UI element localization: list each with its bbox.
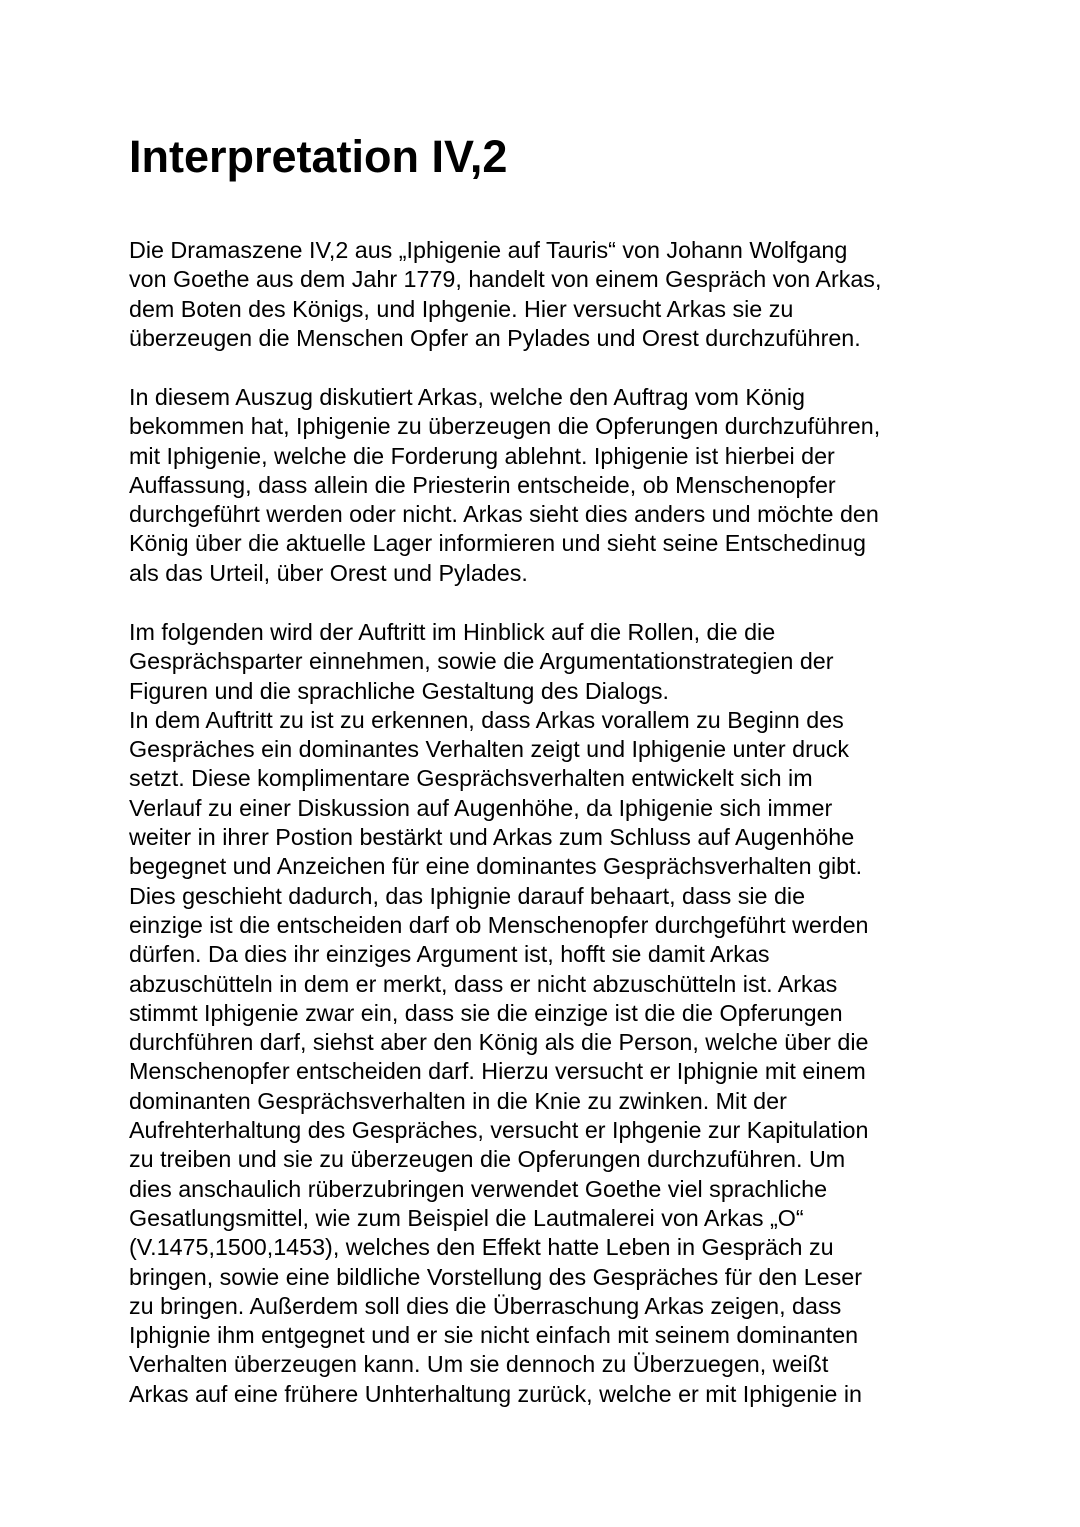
text-line: Die Dramaszene IV,2 aus „Iphigenie auf Tauris“ von Johann Wolfgang bbox=[129, 237, 848, 263]
text-line: bekommen hat, Iphigenie zu überzeugen die Opferungen durchzuführen, bbox=[129, 413, 881, 440]
text-line: (V.1475,1500,1453), welches den Effekt hatte Leben in Gespräch zu bbox=[129, 1234, 834, 1261]
paragraph-analysis bbox=[129, 618, 869, 1409]
text-line: zu treiben und sie zu überzeugen die Opferungen durchzuführen. Um bbox=[129, 1146, 846, 1173]
text-line: abzuschütteln in dem er merkt, dass er nicht abzuschütteln ist. Arkas bbox=[129, 970, 838, 997]
text-line: Arkas auf eine frühere Unhterhaltung zurück, welche er mit Iphigenie in bbox=[129, 1380, 862, 1407]
text-line: Menschenopfer entscheiden darf. Hierzu versucht er Iphignie mit einem bbox=[129, 1058, 866, 1085]
text-line: Auffassung, dass allein die Priesterin entscheide, ob Menschenopfer bbox=[129, 471, 836, 498]
text-line: einzige ist die entscheiden darf ob Menschenopfer durchgeführt werden bbox=[129, 911, 869, 938]
text-line: Gesprächsparter einnehmen, sowie die Argumentationstrategien der bbox=[129, 648, 834, 675]
text-line: durchführen darf, siehst aber den König als die Person, welche über die bbox=[129, 1029, 869, 1056]
text-line: In dem Auftritt zu ist zu erkennen, dass Arkas vorallem zu Beginn des bbox=[129, 706, 844, 733]
paragraph-summary bbox=[129, 383, 880, 588]
page-title: Interpretation IV,2 bbox=[129, 131, 508, 182]
text-line: als das Urteil, über Orest und Pylades. bbox=[129, 559, 528, 586]
text-line: Im folgenden wird der Auftritt im Hinblick auf die Rollen, die die bbox=[129, 619, 776, 645]
text-line: dürfen. Da dies ihr einziges Argument ist, hofft sie damit Arkas bbox=[129, 941, 770, 968]
text-line: Iphignie ihm entgegnet und er sie nicht einfach mit seinem dominanten bbox=[129, 1322, 859, 1349]
text-line: Verlauf zu einer Diskussion auf Augenhöhe, da Iphigenie sich immer bbox=[129, 794, 833, 821]
text-line: Aufrehterhaltung des Gespräches, versucht er Iphgenie zur Kapitulation bbox=[129, 1117, 869, 1144]
text-line: mit Iphigenie, welche die Forderung ablehnt. Iphigenie ist hierbei der bbox=[129, 442, 835, 469]
text-line: bringen, sowie eine bildliche Vorstellung des Gespräches für den Leser bbox=[129, 1263, 862, 1290]
text-line: begegnet und Anzeichen für eine dominantes Gesprächsverhalten gibt. bbox=[129, 853, 863, 880]
text-line: Dies geschieht dadurch, das Iphignie darauf behaart, dass sie die bbox=[129, 882, 806, 909]
text-line: dem Boten des Königs, und Iphgenie. Hier versucht Arkas sie zu bbox=[129, 295, 794, 322]
text-line: überzeugen die Menschen Opfer an Pylades und Orest durchzuführen. bbox=[129, 324, 861, 351]
text-line: In diesem Auszug diskutiert Arkas, welche den Auftrag vom König bbox=[129, 384, 805, 410]
text-line: König über die aktuelle Lager informieren und sieht seine Entschedinug bbox=[129, 530, 866, 557]
text-line: zu bringen. Außerdem soll dies die Überraschung Arkas zeigen, dass bbox=[129, 1292, 842, 1319]
text-line: stimmt Iphigenie zwar ein, dass sie die einzige ist die die Opferungen bbox=[129, 999, 843, 1026]
text-line: dies anschaulich rüberzubringen verwendet Goethe viel sprachliche bbox=[129, 1175, 828, 1202]
text-line: Verhalten überzeugen kann. Um sie dennoch zu Überzuegen, weißt bbox=[129, 1351, 829, 1378]
text-line: Gesatlungsmittel, wie zum Beispiel die Lautmalerei von Arkas „O“ bbox=[129, 1204, 804, 1231]
text-line: Gespräches ein dominantes Verhalten zeigt und Iphigenie unter druck bbox=[129, 736, 850, 763]
paragraph-introduction bbox=[129, 236, 881, 353]
text-line: setzt. Diese komplimentare Gesprächsverhalten entwickelt sich im bbox=[129, 765, 813, 792]
text-line: weiter in ihrer Postion bestärkt und Arkas zum Schluss auf Augenhöhe bbox=[129, 824, 855, 851]
text-line: Figuren und die sprachliche Gestaltung des Dialogs. bbox=[129, 677, 670, 704]
text-line: dominanten Gesprächsverhalten in die Knie zu zwinken. Mit der bbox=[129, 1087, 787, 1114]
text-line: durchgeführt werden oder nicht. Arkas sieht dies anders und möchte den bbox=[129, 501, 879, 528]
text-line: von Goethe aus dem Jahr 1779, handelt von einem Gespräch von Arkas, bbox=[129, 266, 882, 293]
